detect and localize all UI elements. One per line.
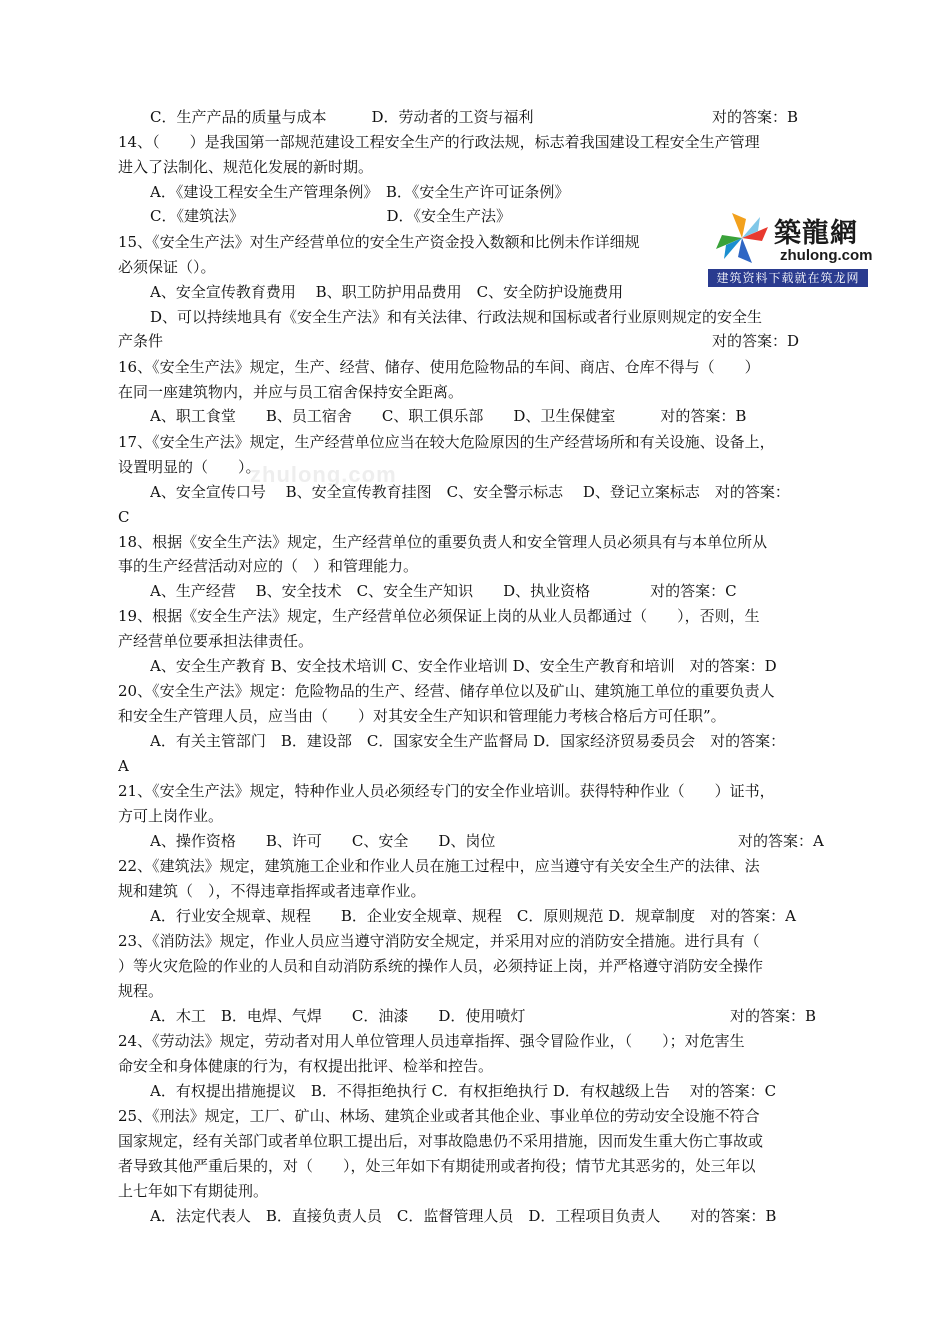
question-line: 命安全和身体健康的行为，有权提出批评、检举和控告。 [118, 1057, 494, 1075]
answer-text: C [118, 508, 130, 526]
option-line: A．法定代表人 B．直接负责人员 C．监督管理人员 D．工程项目负责人 对的答案：B [150, 1207, 777, 1225]
option-line: A．木工 B．电焊、气焊 C．油漆 D．使用喷灯 [150, 1007, 526, 1025]
answer-text: 对的答案：B [712, 108, 799, 126]
question-line: 23、《消防法》规定，作业人员应当遵守消防安全规定，并采用对应的消防安全措施。进行具有（ [118, 932, 760, 950]
question-line: 上七年如下有期徒刑。 [118, 1182, 269, 1200]
option-line: A、安全生产教育 B、安全技术培训 C、安全作业培训 D、安全生产教育和培训 对的答案：D [150, 657, 777, 675]
question-line: 必须保证（）。 [118, 258, 216, 276]
option-line: A、职工食堂 B、员工宿舍 C、职工俱乐部 D、卫生保健室 对的答案：B [150, 407, 747, 425]
option-line: A、生产经营 B、安全技术 C、安全生产知识 D、执业资格 对的答案：C [150, 582, 737, 600]
option-line: D、可以持续地具有《安全生产法》和有关法律、行政法规和国标或者行业原则规定的安全生 [150, 308, 763, 326]
question-line: 规程。 [118, 982, 164, 1000]
question-line: 设置明显的（ ）。 [118, 458, 261, 476]
pinwheel-logo-icon [712, 209, 772, 267]
answer-text: 对的答案：A [738, 832, 824, 850]
answer-text: A [118, 757, 129, 775]
option-line: C．《建筑法》 D．《安全生产法》 [150, 207, 512, 225]
question-line: 14、（ ）是我国第一部规范建设工程安全生产的行政法规，标志着我国建设工程安全生产管理 [118, 133, 760, 151]
question-line: 进入了法制化、规范化发展的新时期。 [118, 158, 374, 176]
answer-text: 对的答案：D [712, 332, 800, 350]
question-line: 规和建筑（ ），不得违章指挥或者违章作业。 [118, 882, 426, 900]
logo-title: 築龍網 [774, 218, 858, 249]
question-line: 18、根据《安全生产法》规定，生产经营单位的重要负责人和安全管理人员必须具有与本单位所从 [118, 533, 768, 551]
question-line: 16、《安全生产法》规定，生产、经营、储存、使用危险物品的车间、商店、仓库不得与（ ） [118, 358, 760, 376]
answer-text: 对的答案：B [730, 1007, 817, 1025]
logo-domain: zhulong.com [780, 247, 873, 264]
question-line: 者导致其他严重后果的，对（ ），处三年如下有期徒刑或者拘役；情节尤其恶劣的，处三年以 [118, 1157, 756, 1175]
question-line: 方可上岗作业。 [118, 807, 224, 825]
question-line: 22、《建筑法》规定，建筑施工企业和作业人员在施工过程中，应当遵守有关安全生产的法律、法 [118, 857, 760, 875]
question-line: 事的生产经营活动对应的（ ）和管理能力。 [118, 557, 419, 575]
question-line: ）等火灾危险的作业的人员和自动消防系统的操作人员，必须持证上岗，并严格遵守消防安全操作 [118, 957, 764, 975]
logo-tagline: 建筑资料下载就在筑龙网 [708, 269, 868, 287]
question-line: 15、《安全生产法》对生产经营单位的安全生产资金投入数额和比例未作详细规 [118, 233, 640, 251]
option-line: A、操作资格 B、许可 C、安全 D、岗位 [150, 832, 496, 850]
question-line: 产经营单位要承担法律责任。 [118, 632, 314, 650]
option-line: A．行业安全规章、规程 B．企业安全规章、规程 C．原则规范 D．规章制度 对的答案：A [150, 907, 796, 925]
option-line: A．有权提出措施提议 B．不得拒绝执行 C．有权拒绝执行 D．有权越级上告 对的答案：C [150, 1082, 777, 1100]
zhulong-logo[interactable] [708, 205, 873, 287]
question-line: 17、《安全生产法》规定，生产经营单位应当在较大危险原因的生产经营场所和有关设施、设备上， [118, 433, 775, 451]
question-line: 24、《劳动法》规定，劳动者对用人单位管理人员违章指挥、强令冒险作业，（ ）；对危害生 [118, 1032, 745, 1050]
question-line: 20、《安全生产法》规定：危险物品的生产、经营、储存单位以及矿山、建筑施工单位的重要负责人 [118, 682, 775, 700]
question-line: 在同一座建筑物内，并应与员工宿舍保持安全距离。 [118, 383, 464, 401]
question-line: 25、《刑法》规定，工厂、矿山、林场、建筑企业或者其他企业、事业单位的劳动安全设施不符合 [118, 1107, 760, 1125]
question-line: 产条件 [118, 332, 164, 350]
option-line: A．《建设工程安全生产管理条例》 B．《安全生产许可证条例》 [150, 183, 570, 201]
watermark-text: zhulong.com [250, 462, 397, 487]
option-line: C．生产产品的质量与成本 D．劳动者的工资与福利 [150, 108, 534, 126]
option-line: A、安全宣传口号 B、安全宣传教育挂图 C、安全警示标志 D、登记立案标志 对的答案： [150, 483, 790, 501]
option-line: A．有关主管部门 B．建设部 C．国家安全生产监督局 D．国家经济贸易委员会 对的答案： [150, 732, 786, 750]
option-line: A、安全宣传教育费用 B、职工防护用品费用 C、安全防护设施费用 [150, 283, 624, 301]
question-line: 国家规定，经有关部门或者单位职工提出后，对事故隐患仍不采用措施，因而发生重大伤亡事故或 [118, 1132, 764, 1150]
question-line: 和安全生产管理人员，应当由（ ）对其安全生产知识和管理能力考核合格后方可任职”。 [118, 707, 726, 725]
question-line: 19、根据《安全生产法》规定，生产经营单位必须保证上岗的从业人员都通过（ ），否则，生 [118, 607, 760, 625]
question-line: 21、《安全生产法》规定，特种作业人员必须经专门的安全作业培训。获得特种作业（ ）证书， [118, 782, 775, 800]
